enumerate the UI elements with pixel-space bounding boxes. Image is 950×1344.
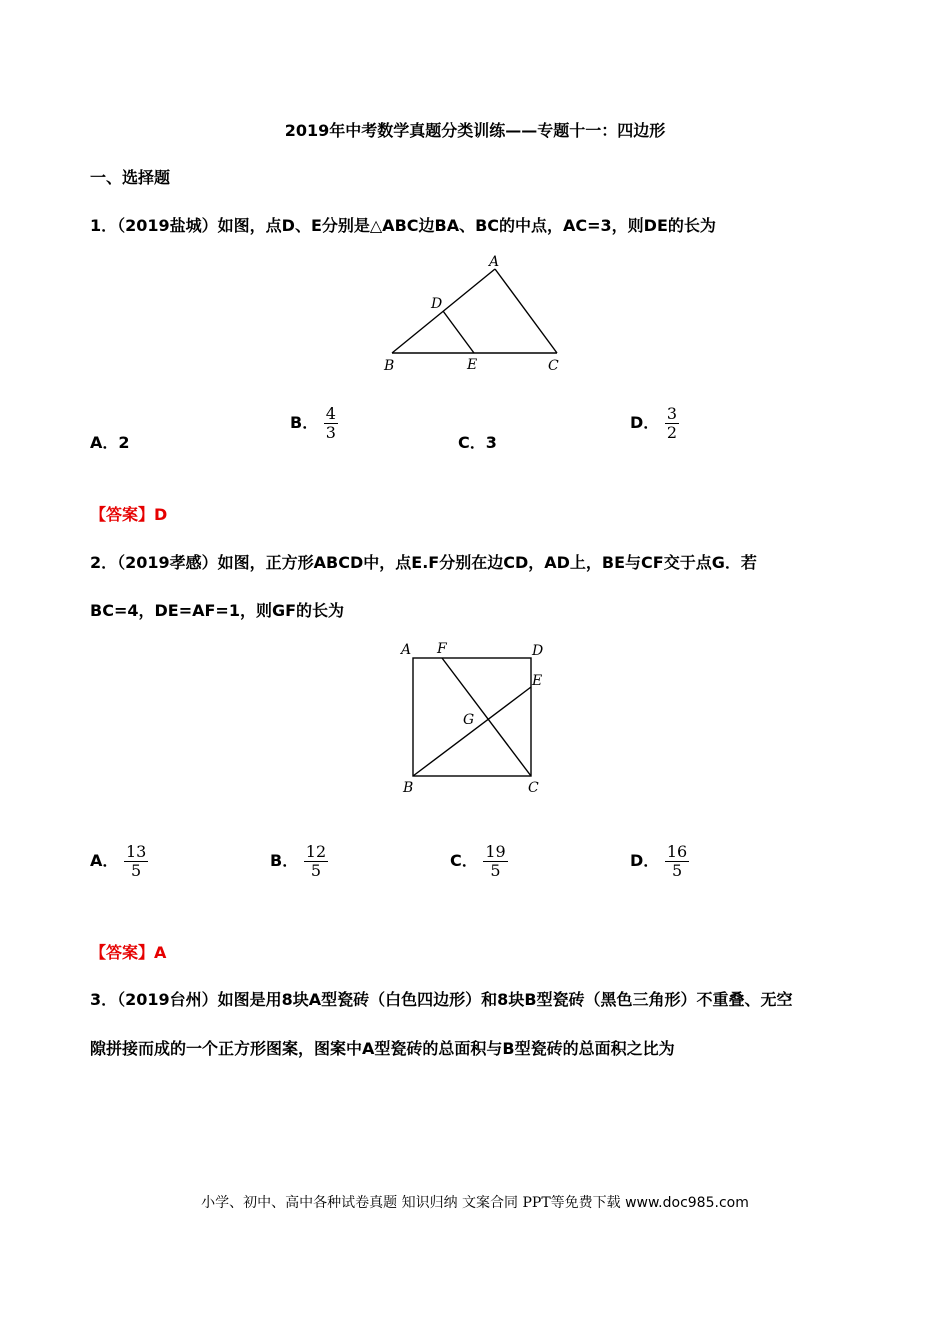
footer-url[interactable]: www.doc985.com: [625, 1195, 749, 1211]
q2-option-b: B． $\frac{12}{5}$: [270, 842, 327, 880]
segment-DE: [443, 311, 474, 353]
label-A: A: [489, 254, 500, 270]
question-3-line-2: 隙拼接而成的一个正方形图案，图案中A型瓷砖的总面积与B型瓷砖的总面积之比为: [90, 1039, 675, 1058]
q2-option-a: A． $\frac{13}{5}$: [90, 842, 147, 880]
label-D: D: [431, 296, 443, 312]
section-heading: 一、选择题: [90, 168, 171, 187]
q1-option-b: B． $\frac{4}{3}$: [290, 404, 336, 442]
segment-BE: [413, 687, 531, 776]
question-3-line-1: 3．（2019台州）如图是用8块A型瓷砖（白色四边形）和8块B型瓷砖（黑色三角形）不重叠、无空: [90, 990, 793, 1009]
page-footer: [0, 1192, 950, 1212]
page-title: 2019年中考数学真题分类训练——专题十一：四边形: [284, 121, 666, 140]
question-2-line-1: 2．（2019孝感）如图，正方形ABCD中，点E.F分别在边CD，AD上，BE与CF交于点G．若: [90, 553, 757, 572]
question-2-figure: [395, 640, 560, 800]
fraction: $\frac{12}{5}$: [305, 842, 327, 880]
label-B: B: [403, 780, 414, 796]
label-D: D: [532, 643, 544, 659]
label-B: B: [384, 358, 395, 374]
fraction: $\frac{4}{3}$: [325, 404, 336, 442]
q2-answer: 【答案】A: [90, 943, 167, 962]
fraction: $\frac{16}{5}$: [666, 842, 688, 880]
label-G: G: [463, 712, 475, 728]
label-C: C: [548, 358, 559, 374]
label-E: E: [467, 357, 478, 373]
label-F: F: [437, 641, 447, 657]
q1-option-c: C．3: [458, 433, 497, 452]
fraction: $\frac{13}{5}$: [125, 842, 147, 880]
fraction: $\frac{3}{2}$: [666, 404, 678, 442]
q1-answer: 【答案】D: [90, 505, 168, 524]
segment-CF: [442, 658, 531, 776]
label-A: A: [401, 642, 412, 658]
q1-option-d: D． $\frac{3}{2}$: [630, 404, 678, 442]
footer-text: 小学、初中、高中各种试卷真题 知识归纳 文案合同 PPT等免费下载: [201, 1195, 621, 1211]
fraction: $\frac{19}{5}$: [485, 842, 506, 880]
question-1-text: 1．（2019盐城）如图，点D、E分别是△ABC边BA、BC的中点，AC=3，则DE的长为: [90, 216, 716, 235]
segment-AC: [495, 269, 557, 353]
q2-option-d: D． $\frac{16}{5}$: [630, 842, 688, 880]
label-C: C: [528, 780, 539, 796]
question-2-line-2: BC=4，DE=AF=1，则GF的长为: [90, 601, 345, 620]
label-E: E: [532, 673, 543, 689]
q1-option-a: A．2: [90, 433, 130, 452]
question-1-figure: [370, 250, 580, 380]
q2-option-c: C． $\frac{19}{5}$: [450, 842, 506, 880]
